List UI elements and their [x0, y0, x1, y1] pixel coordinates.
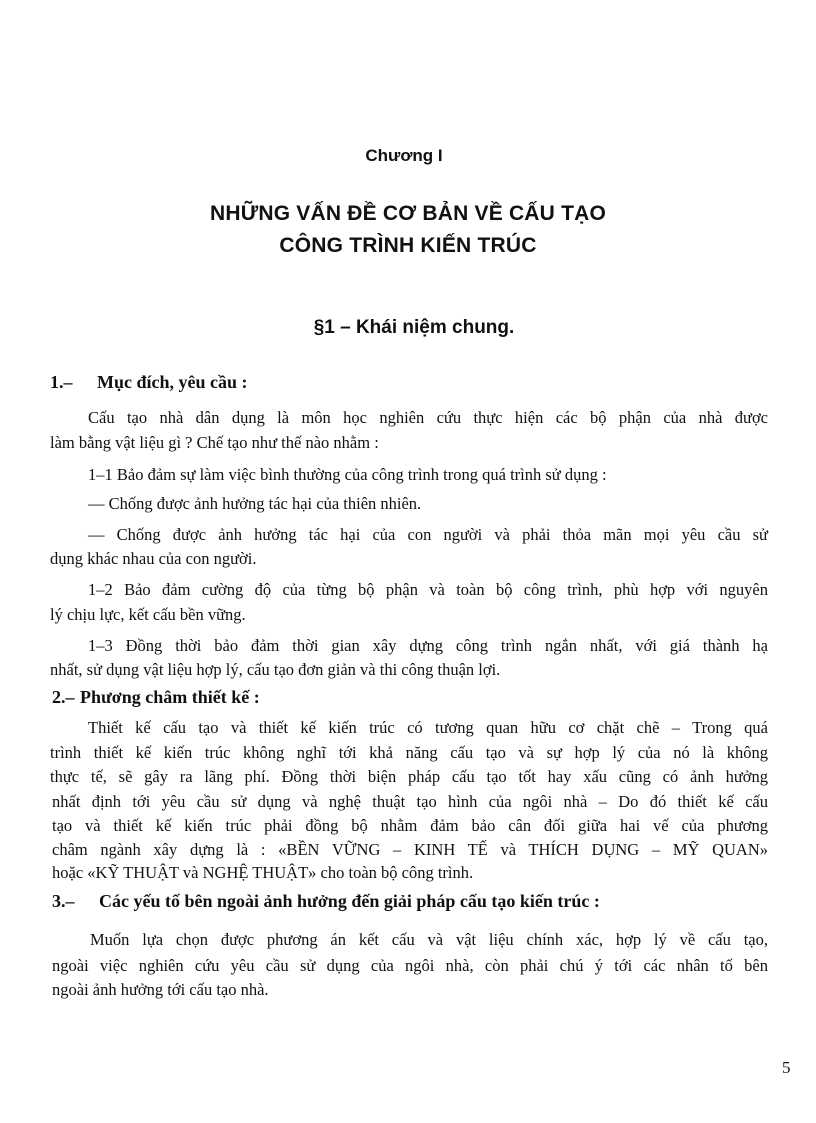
p1-line-7: 1–2 Bảo đảm cường độ của từng bộ phận và toàn bộ công trình, phù hợp với nguyên [88, 580, 768, 599]
p2-line-6: châm ngành xây dựng là : «BỀN VỮNG – KINH TẾ và THÍCH DỤNG – MỸ QUAN» [52, 840, 768, 859]
p2-line-4: nhất định tới yêu cầu sử dụng và nghệ thuật tạo hình của ngôi nhà – Do đó thiết kế cấu [52, 792, 768, 811]
heading-3-number: 3.– [52, 891, 75, 911]
p1-line-10: nhất, sử dụng vật liệu hợp lý, cấu tạo đơn giản và thi công thuận lợi. [50, 660, 501, 679]
p1-line-1: Cấu tạo nhà dân dụng là môn học nghiên cứu thực hiện các bộ phận của nhà được [88, 408, 768, 427]
chapter-label: Chương I [365, 146, 443, 165]
p1-line-8: lý chịu lực, kết cấu bền vững. [50, 605, 246, 624]
heading-1 [50, 372, 248, 393]
heading-1-text: Mục đích, yêu cầu : [97, 372, 248, 392]
chapter-title-line-1: NHỮNG VẤN ĐỀ CƠ BẢN VỀ CẤU TẠO [209, 202, 607, 225]
heading-2-text: Phương châm thiết kế : [80, 687, 260, 707]
p1-line-6: dụng khác nhau của con người. [50, 549, 257, 568]
p1-line-3: 1–1 Bảo đảm sự làm việc bình thường của công trình trong quá trình sử dụng : [88, 465, 607, 484]
p2-line-1: Thiết kế cấu tạo và thiết kế kiến trúc có tương quan hữu cơ chặt chẽ – Trong quá [88, 718, 768, 737]
p3-line-2: ngoài việc nghiên cứu yêu cầu sử dụng của ngôi nhà, còn phải chú ý tới các nhân tố bên [52, 956, 768, 975]
page-number: 5 [782, 1058, 791, 1077]
p2-line-5: tạo và thiết kế kiến trúc phải đồng bộ nhằm đảm bảo cân đối giữa hai vế của phương [52, 816, 768, 835]
p2-line-3: thực tế, sẽ gây ra lãng phí. Đồng thời biện pháp cấu tạo tốt hay xấu cũng có ảnh hưởng [50, 767, 768, 786]
p1-line-9: 1–3 Đồng thời bảo đảm thời gian xây dựng công trình ngắn nhất, với giá thành hạ [88, 636, 768, 655]
p2-line-7: hoặc «KỸ THUẬT và NGHỆ THUẬT» cho toàn bộ công trình. [52, 863, 474, 882]
section-heading: §1 – Khái niệm chung. [313, 317, 515, 338]
p1-line-2: làm bằng vật liệu gì ? Chế tạo như thế nào nhằm : [50, 433, 379, 452]
heading-3-text: Các yếu tố bên ngoài ảnh hưởng đến giải pháp cấu tạo kiến trúc : [99, 891, 600, 911]
p3-line-3: ngoài ảnh hưởng tới cấu tạo nhà. [52, 980, 269, 999]
p1-line-5: — Chống được ảnh hưởng tác hại của con người và phải thỏa mãn mọi yêu cầu sử [88, 525, 768, 544]
heading-3 [52, 891, 600, 912]
heading-2-number: 2.– [52, 687, 75, 707]
heading-1-number: 1.– [50, 372, 73, 392]
p2-line-2: trình thiết kế kiến trúc không nghĩ tới khả năng cấu tạo và sự hợp lý của nó là không [50, 743, 768, 762]
p3-line-1: Muốn lựa chọn được phương án kết cấu và vật liệu chính xác, hợp lý về cấu tạo, [90, 930, 768, 949]
chapter-title-line-2: CÔNG TRÌNH KIẾN TRÚC [279, 234, 537, 257]
heading-2 [52, 687, 260, 708]
p1-line-4: — Chống được ảnh hưởng tác hại của thiên nhiên. [88, 494, 422, 513]
